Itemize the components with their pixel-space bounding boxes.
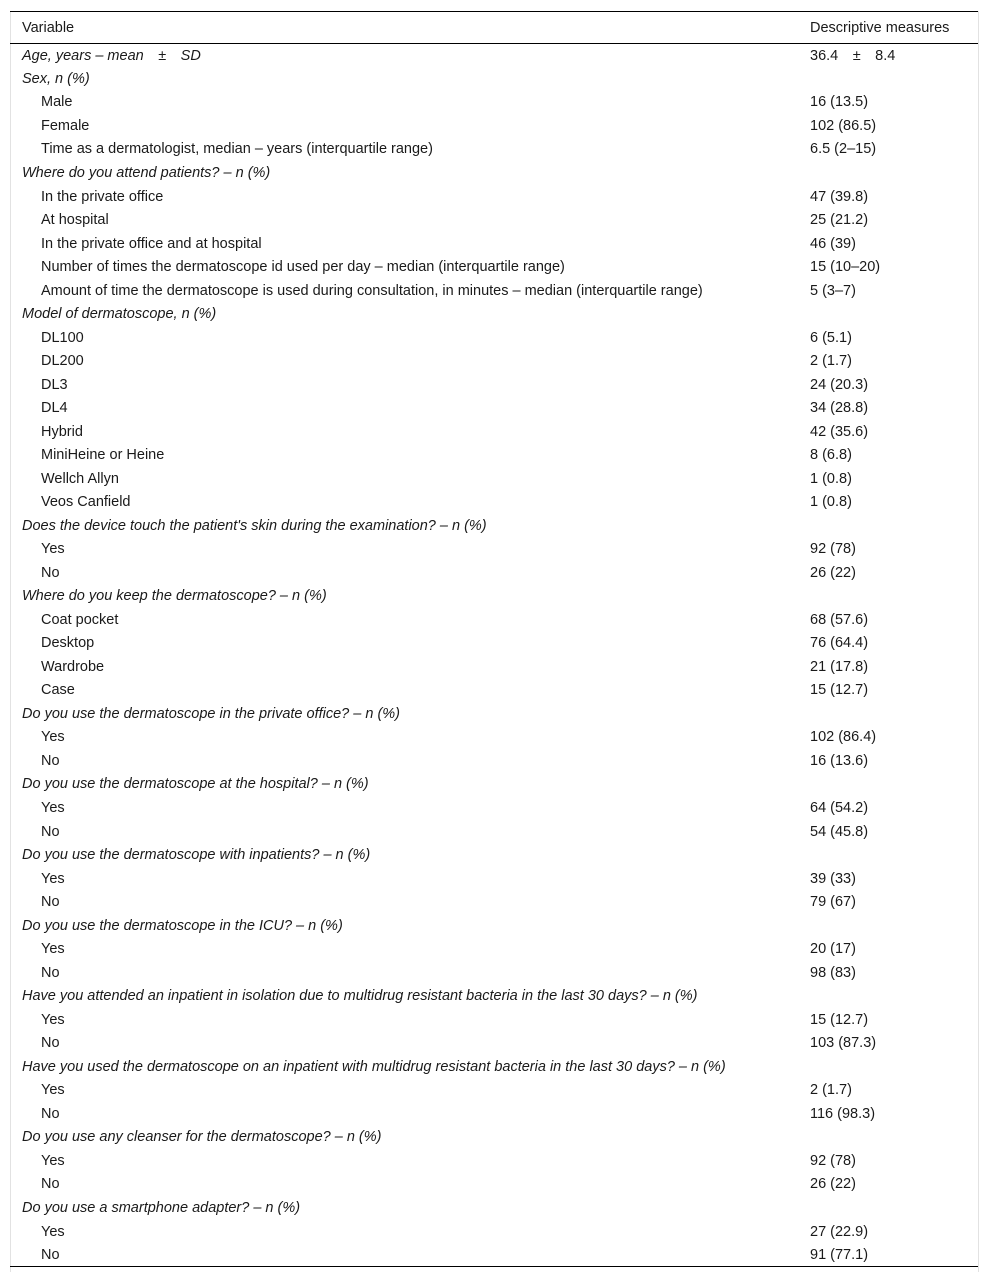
row-value: 68 (57.6) (810, 611, 869, 628)
section-row (10, 161, 978, 185)
section-row (10, 584, 978, 608)
row-label: No (41, 894, 60, 911)
section-row (10, 1055, 978, 1079)
row-label: No (41, 1035, 60, 1052)
row-value: 2 (1.7) (810, 1082, 852, 1099)
section-row (10, 773, 978, 797)
table-row (10, 91, 978, 115)
table-row (10, 1008, 978, 1032)
section-row (10, 702, 978, 726)
section-label: Do you use the dermatoscope with inpatients? – n (%) (22, 847, 371, 864)
row-label: Yes (41, 1223, 65, 1240)
table-header (10, 12, 978, 44)
row-label: Yes (41, 1082, 65, 1099)
row-label: Yes (41, 1011, 65, 1028)
row-value: 102 (86.4) (810, 729, 877, 746)
section-label: Where do you keep the dermatoscope? – n (%) (22, 588, 327, 605)
table-row (10, 232, 978, 256)
section-label: Do you use any cleanser for the dermatoscope? – n (%) (22, 1129, 382, 1146)
section-row (10, 914, 978, 938)
section-row (10, 1126, 978, 1150)
row-label: DL200 (41, 353, 84, 370)
table-row (10, 349, 978, 373)
section-label: Have you attended an inpatient in isolation due to multidrug resistant bacteria in the last 30 days? – n (%) (22, 988, 698, 1005)
row-label: Veos Canfield (41, 494, 131, 511)
table-row (10, 937, 978, 961)
row-label: No (41, 1176, 60, 1193)
row-value: 34 (28.8) (810, 400, 869, 417)
row-label: DL100 (41, 329, 84, 346)
row-label: Time as a dermatologist, median – years (interquartile range) (41, 141, 433, 158)
table-row (10, 961, 978, 985)
table-row (10, 467, 978, 491)
table-row (10, 208, 978, 232)
descriptive-statistics-table (10, 11, 978, 1267)
table-row (10, 396, 978, 420)
table-row (10, 796, 978, 820)
row-value: 6.5 (2–15) (810, 141, 877, 158)
table-row (10, 867, 978, 891)
table-row (10, 373, 978, 397)
section-label: Do you use the dermatoscope in the private office? – n (%) (22, 705, 401, 722)
row-value: 42 (35.6) (810, 423, 869, 440)
section-label: Model of dermatoscope, n (%) (22, 306, 217, 323)
row-label: DL4 (41, 400, 68, 417)
row-value: 92 (78) (810, 541, 856, 558)
row-label: Female (41, 117, 90, 134)
row-value: 98 (83) (810, 964, 856, 981)
row-value: 15 (10–20) (810, 259, 881, 276)
row-label: Yes (41, 941, 65, 958)
table-row (10, 443, 978, 467)
table-row (10, 1173, 978, 1197)
row-label: Wellch Allyn (41, 470, 119, 487)
section-label: Do you use the dermatoscope in the ICU? – n (%) (22, 917, 343, 934)
row-value: 26 (22) (810, 564, 856, 581)
row-value (798, 67, 978, 91)
row-label: In the private office (41, 188, 164, 205)
row-label: MiniHeine or Heine (41, 447, 165, 464)
table-row (10, 679, 978, 703)
row-value: 102 (86.5) (810, 117, 877, 134)
row-value: 46 (39) (810, 235, 856, 252)
row-label: Yes (41, 800, 65, 816)
row-value: 8 (6.8) (810, 447, 852, 464)
row-value: 15 (12.7) (810, 1011, 869, 1028)
row-value: 54 (45.8) (810, 823, 869, 840)
table-row (10, 1149, 978, 1173)
table-row (10, 561, 978, 585)
row-value: 20 (17) (810, 941, 856, 958)
row-label: Case (41, 682, 75, 699)
row-label: No (41, 823, 60, 840)
row-value: 36.4 ± 8.4 (810, 47, 896, 64)
row-value: 47 (39.8) (810, 188, 869, 205)
section-label: Do you use the dermatoscope at the hospital? – n (%) (22, 776, 369, 793)
row-value: 5 (3–7) (810, 282, 856, 299)
table-row (10, 632, 978, 656)
row-label: Yes (41, 541, 65, 558)
row-label: No (41, 1246, 60, 1263)
table-row (10, 890, 978, 914)
section-label: Sex, n (%) (22, 70, 90, 87)
table-row (10, 726, 978, 750)
row-value: 24 (20.3) (810, 376, 869, 393)
row-label: Number of times the dermatoscope id used per day – median (interquartile range) (41, 259, 565, 276)
header-variable: Variable (22, 19, 75, 36)
row-value (798, 1126, 978, 1150)
row-value: 39 (33) (810, 870, 856, 887)
row-label: Yes (41, 1152, 65, 1169)
row-value: 16 (13.5) (810, 94, 869, 111)
row-value (798, 984, 978, 1008)
section-row (10, 514, 978, 538)
section-row (10, 44, 978, 68)
row-label: DL3 (41, 376, 68, 393)
row-value: 1 (0.8) (810, 470, 852, 487)
table-row (10, 749, 978, 773)
row-value: 6 (5.1) (810, 329, 852, 346)
row-value: 103 (87.3) (810, 1035, 877, 1052)
row-value: 64 (54.2) (810, 800, 869, 816)
table-row (10, 1102, 978, 1126)
row-value: 16 (13.6) (810, 752, 869, 769)
row-label: Coat pocket (41, 611, 119, 628)
row-label: Desktop (41, 635, 95, 652)
table-row (10, 326, 978, 350)
row-value: 91 (77.1) (810, 1246, 869, 1263)
table-row (10, 1079, 978, 1103)
section-row (10, 843, 978, 867)
row-value: 1 (0.8) (810, 494, 852, 511)
row-value: 27 (22.9) (810, 1223, 869, 1240)
row-label: Hybrid (41, 423, 83, 440)
table-row (10, 490, 978, 514)
row-label: No (41, 752, 60, 769)
section-row (10, 1196, 978, 1220)
table-row (10, 1032, 978, 1056)
section-row (10, 67, 978, 91)
row-value (798, 843, 978, 867)
row-value: 26 (22) (810, 1176, 856, 1193)
row-label: Amount of time the dermatoscope is used during consultation, in minutes – median (interquartile range) (41, 282, 703, 299)
table-row (10, 537, 978, 561)
row-value: 116 (98.3) (810, 1105, 876, 1122)
row-label: Wardrobe (41, 658, 105, 675)
table-row (10, 655, 978, 679)
section-label: Where do you attend patients? – n (%) (22, 164, 271, 181)
row-value (798, 1196, 978, 1220)
row-value (798, 773, 978, 797)
row-value (798, 914, 978, 938)
row-label: Yes (41, 870, 65, 887)
table-row (10, 1243, 978, 1267)
row-value (798, 584, 978, 608)
section-label: Do you use a smartphone adapter? – n (%) (22, 1200, 301, 1217)
row-label: In the private office and at hospital (41, 235, 262, 252)
row-value (798, 1055, 978, 1079)
section-label: Does the device touch the patient's skin during the examination? – n (%) (22, 517, 487, 534)
row-label: No (41, 1105, 60, 1122)
row-label: No (41, 564, 60, 581)
row-label: Yes (41, 729, 65, 746)
table-row (10, 420, 978, 444)
table-row (10, 138, 978, 162)
descriptive-table-container (10, 11, 978, 1267)
row-value (798, 514, 978, 538)
section-label: Have you used the dermatoscope on an inpatient with multidrug resistant bacteria in the last 30 days? – n (%) (22, 1058, 726, 1075)
section-row (10, 302, 978, 326)
table-body (10, 44, 978, 1267)
table-frame-right (978, 11, 979, 1272)
row-value: 25 (21.2) (810, 212, 869, 229)
row-value: 79 (67) (810, 894, 856, 911)
table-row (10, 608, 978, 632)
header-row (10, 12, 978, 44)
row-value (798, 161, 978, 185)
row-value: 15 (12.7) (810, 682, 869, 699)
table-row (10, 114, 978, 138)
row-value: 2 (1.7) (810, 353, 852, 370)
row-value: 76 (64.4) (810, 635, 869, 652)
row-label: Male (41, 94, 73, 111)
table-row (10, 820, 978, 844)
row-label: At hospital (41, 212, 109, 229)
table-row (10, 1220, 978, 1244)
section-row (10, 984, 978, 1008)
row-value (798, 702, 978, 726)
table-row (10, 185, 978, 209)
table-row (10, 255, 978, 279)
header-descriptive-measures: Descriptive measures (810, 19, 950, 36)
row-label: No (41, 964, 60, 981)
section-label: Age, years – mean ± SD (22, 47, 201, 64)
row-value: 21 (17.8) (810, 658, 869, 675)
row-value: 92 (78) (810, 1152, 856, 1169)
table-row (10, 279, 978, 303)
row-value (798, 302, 978, 326)
